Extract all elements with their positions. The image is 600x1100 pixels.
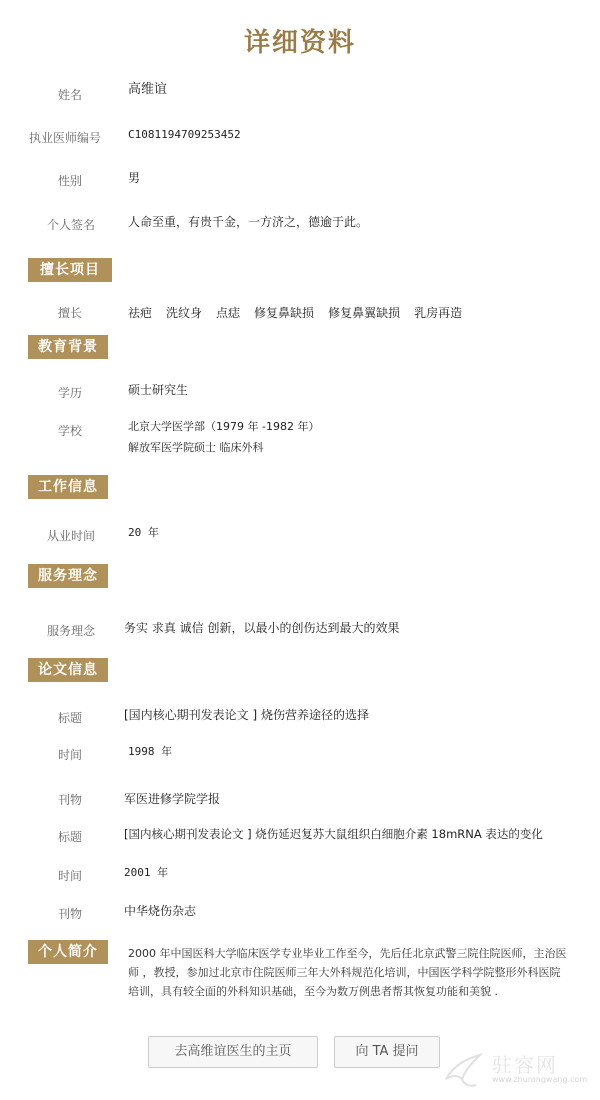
school-label: 学校 bbox=[57, 424, 82, 438]
paper-journal-label: 刊物 bbox=[57, 793, 82, 807]
skill-item: 修复鼻翼缺损 bbox=[328, 306, 401, 320]
skill-item: 点痣 bbox=[216, 306, 241, 320]
paper-journal: 中华烧伤杂志 bbox=[124, 904, 197, 918]
name-value: 高维谊 bbox=[128, 82, 168, 97]
paper-title: [国内核心期刊发表论文 ] 烧伤延迟复苏大鼠组织白细胞介素 18mRNA 表达的变化 bbox=[124, 827, 543, 841]
section-header-papers: 论文信息 bbox=[28, 658, 108, 682]
signature-value: 人命至重，有贵千金，一方济之，德逾于此。 bbox=[128, 215, 369, 229]
work-years-label: 从业时间 bbox=[46, 529, 95, 543]
paper-time: 2001 年 bbox=[124, 866, 169, 879]
intro-text: 2000 年中国医科大学临床医学专业毕业工作至今，先后任北京武警三院住院医师，主治医师 ，教授，参加过北京市住院医师三年大外科规范化培训，中国医学科学院整形外科医院培训，具有较全面的外科知识基础，至今为数万例患者帮其恢复功能和美貌 . bbox=[128, 947, 567, 998]
name-label: 姓名 bbox=[57, 88, 82, 102]
school-line-1: 北京大学医学部（1979 年 -1982 年） bbox=[128, 420, 320, 433]
skill-item: 修复鼻缺损 bbox=[254, 306, 315, 320]
service-label: 服务理念 bbox=[46, 624, 95, 638]
watermark-url: www.zhurongwang.com bbox=[492, 1075, 588, 1084]
paper-title-label: 标题 bbox=[57, 711, 82, 725]
degree-label: 学历 bbox=[57, 386, 82, 400]
gender-label: 性别 bbox=[57, 174, 82, 188]
section-header-skills: 擅长项目 bbox=[28, 258, 112, 282]
section-header-education: 教育背景 bbox=[28, 335, 108, 359]
skill-item: 祛疤 bbox=[128, 306, 153, 320]
watermark-brand: 驻容网 bbox=[492, 1053, 558, 1077]
skills-list bbox=[128, 304, 462, 321]
signature-label: 个人签名 bbox=[46, 218, 95, 232]
license-value: C1081194709253452 bbox=[128, 128, 241, 141]
license-label: 执业医师编号 bbox=[28, 131, 101, 145]
work-years-value: 20 年 bbox=[128, 526, 159, 539]
gender-value: 男 bbox=[128, 171, 141, 185]
paper-time: 1998 年 bbox=[128, 745, 173, 758]
service-value: 务实 求真 诚信 创新，以最小的创伤达到最大的效果 bbox=[124, 621, 400, 635]
degree-value: 硕士研究生 bbox=[128, 383, 189, 397]
watermark bbox=[440, 1045, 590, 1093]
section-header-intro: 个人简介 bbox=[28, 940, 108, 964]
paper-time-label: 时间 bbox=[57, 869, 82, 883]
skills-label: 擅长 bbox=[57, 306, 82, 320]
section-header-work: 工作信息 bbox=[28, 475, 108, 499]
school-line-2: 解放军医学院硕士 临床外科 bbox=[128, 441, 264, 454]
page-title: 详细资料 bbox=[243, 28, 356, 58]
paper-journal: 军医进修学院学报 bbox=[124, 792, 221, 806]
ask-question-button[interactable]: 向 TA 提问 bbox=[334, 1036, 440, 1068]
paper-time-label: 时间 bbox=[57, 748, 82, 762]
bird-logo-icon bbox=[440, 1045, 488, 1093]
skill-item: 洗纹身 bbox=[166, 306, 203, 320]
skill-item: 乳房再造 bbox=[414, 306, 463, 320]
paper-journal-label: 刊物 bbox=[57, 907, 82, 921]
paper-title: [国内核心期刊发表论文 ] 烧伤营养途径的选择 bbox=[124, 708, 369, 722]
doctor-homepage-button[interactable]: 去高维谊医生的主页 bbox=[148, 1036, 318, 1068]
section-header-service: 服务理念 bbox=[28, 564, 108, 588]
paper-title-label: 标题 bbox=[57, 830, 82, 844]
